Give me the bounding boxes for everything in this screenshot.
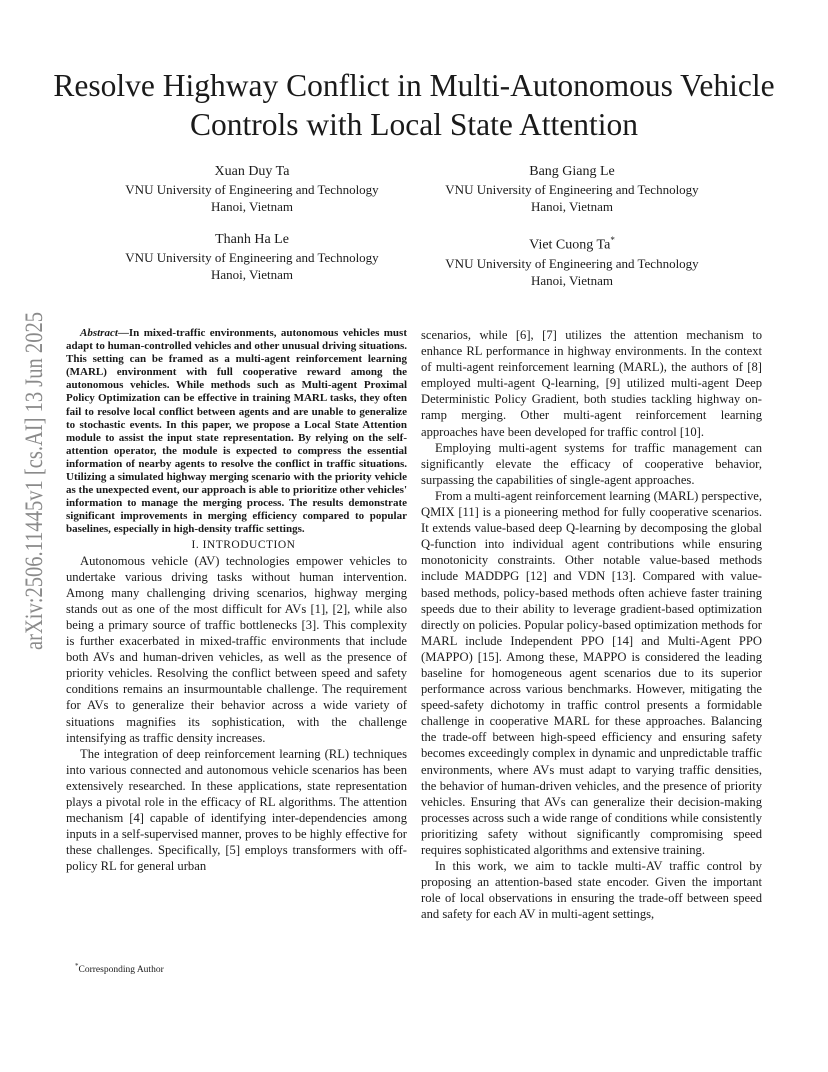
footnote xyxy=(75,962,164,975)
author-affiliation: VNU University of Engineering and Technology xyxy=(125,250,379,265)
author-location: Hanoi, Vietnam xyxy=(530,272,614,288)
abstract xyxy=(66,327,407,537)
section-heading-introduction: I. INTRODUCTION xyxy=(191,538,296,551)
paragraph: The integration of deep reinforcement learning (RL) techniques into various connected and autonomous vehicle scenarios has been extensively researched. In these applications, state representation plays a pivotal role in the efficacy of RL algorithms. The attention mechanism [4] capable of identifying inter-dependencies among inputs in a self-supervised manner, proves to be highly effective for these challenges. Specifically, [5] employs transformers with off-policy RL for general urban xyxy=(66,746,407,874)
author-name: Thanh Ha Le xyxy=(215,232,289,247)
author-location: Hanoi, Vietnam xyxy=(210,267,294,282)
corresponding-mark: * xyxy=(610,235,615,245)
author-name: Viet Cuong Ta xyxy=(529,237,611,253)
paragraph: In this work, we aim to tackle multi-AV traffic control by proposing an attention-based state encoder. Given the important role of local observations in ensuring the trade-off between speed and safety for each AV in multi-agent settings, xyxy=(421,859,762,922)
footnote-text: Corresponding Author xyxy=(78,965,164,976)
author-affiliation: VNU University of Engineering and Technology xyxy=(445,182,699,197)
arxiv-stamp xyxy=(8,308,52,653)
author-name: Xuan Duy Ta xyxy=(214,164,290,179)
paragraph: From a multi-agent reinforcement learning (MARL) perspective, QMIX [11] is a pioneering method for fully cooperative scenarios. It extends value-based deep Q-learning by decomposing the global Q-function into individual agent contributions while ensuring monotonicity constraints. Other notable value-based methods include MADDPG [12] and VDN [13]. Compared with value-based methods, policy-based methods often achieve faster training speeds due to their ability to leverage gradient-based optimization directly on policies. Popular policy-based optimization methods for MARL include Independent PPO [14] and Multi-Agent PPO (MAPPO) [15]. Among these, MAPPO is considered the leading baseline for homogeneous agent scenarios due to its superior performance across various benchmarks. However, mitigating the speed-safety dichotomy in traffic control presents a formidable challenge in cooperative MARL for these approaches. Balancing the trade-off between high-speed efficiency and ensuring safety becomes exceedingly complex in dynamic and unpredictable traffic environments, where AVs must adapt to varying traffic densities, the behavior of human-driven vehicles, and the presence of priority vehicles. Ensuring that AVs can generalize their decision-making processes across such a wide range of conditions while consistently prioritizing safety without significantly compromising speed requires sophisticated algorithms and extensive training. xyxy=(421,488,762,857)
paragraph: Employing multi-agent systems for traffic management can significantly elevate the efficacy of cooperative behavior, surpassing the capabilities of single-agent approaches. xyxy=(421,440,762,487)
left-column xyxy=(66,327,407,874)
author-block-3 xyxy=(72,231,432,283)
paper-title: Resolve Highway Conflict in Multi-Autonomous Vehicle Controls with Local State Attention xyxy=(53,68,775,142)
author-location: Hanoi, Vietnam xyxy=(530,199,614,214)
author-block-1 xyxy=(72,163,432,215)
author-affiliation: VNU University of Engineering and Technology xyxy=(125,182,379,197)
author-block-4 xyxy=(392,231,752,289)
abstract-label: Abstract xyxy=(80,327,118,339)
right-column xyxy=(421,327,762,922)
arxiv-id: arXiv:2506.11445v1 [cs.AI] 13 Jun 2025 xyxy=(21,308,48,650)
author-affiliation: VNU University of Engineering and Technology xyxy=(445,255,699,271)
paragraph: scenarios, while [6], [7] utilizes the attention mechanism to enhance RL performance in highway environments. In the context of multi-agent reinforcement learning (MARL), the authors of [8] employed multi-agent Q-learning, [9] utilized multi-agent Deep Deterministic Policy Gradient, both studies tackling highway on-ramp merging. Other multi-agent reinforcement learning approaches have been developed for traffic control [10]. xyxy=(421,328,762,439)
paragraph: Autonomous vehicle (AV) technologies empower vehicles to undertake various driving tasks without human intervention. Among many challenging driving scenarios, highway merging stands out as one of the most difficult for AVs [1], [2], while also being a primary source of traffic bottlenecks [3]. This complexity is further exacerbated in mixed-traffic environments that include both AVs and human-driven vehicles, as well as the presence of priority vehicles. Resolving the conflict between speed and safety conditions remains an insurmountable challenge. The requirement for AVs to generalize their behavior across a wide variety of situations magnifies its sophistication, with the challenge intensifying as traffic density increases. xyxy=(66,553,407,745)
author-name-wrap xyxy=(392,231,752,255)
author-name: Bang Giang Le xyxy=(529,164,615,179)
abstract-text: —In mixed-traffic environments, autonomous vehicles must adapt to human-controlled vehicles and other unusual driving situations. This setting can be framed as a multi-agent reinforcement learning (MARL) environment with full cooperative reward among the autonomous vehicles. While methods such as Multi-agent Proximal Policy Optimization can be effective in training MARL tasks, they often fail to resolve local conflict between agents and are unable to generalize to stochastic events. In this paper, we propose a Local State Attention module to assist the input state representation. By relying on the self-attention operator, the module is expected to compress the essential information of nearby agents to resolve the conflict in traffic situations. Utilizing a simulated highway merging scenario with the priority vehicle as the unexpected event, our approach is able to prioritize other vehicles' information to manage the merging process. The results demonstrate significant improvements in merging efficiency compared to popular baselines, especially in high-density traffic settings. xyxy=(66,327,407,536)
author-block-2 xyxy=(392,163,752,215)
footnote-mark: * xyxy=(75,962,79,970)
author-location: Hanoi, Vietnam xyxy=(210,199,294,214)
